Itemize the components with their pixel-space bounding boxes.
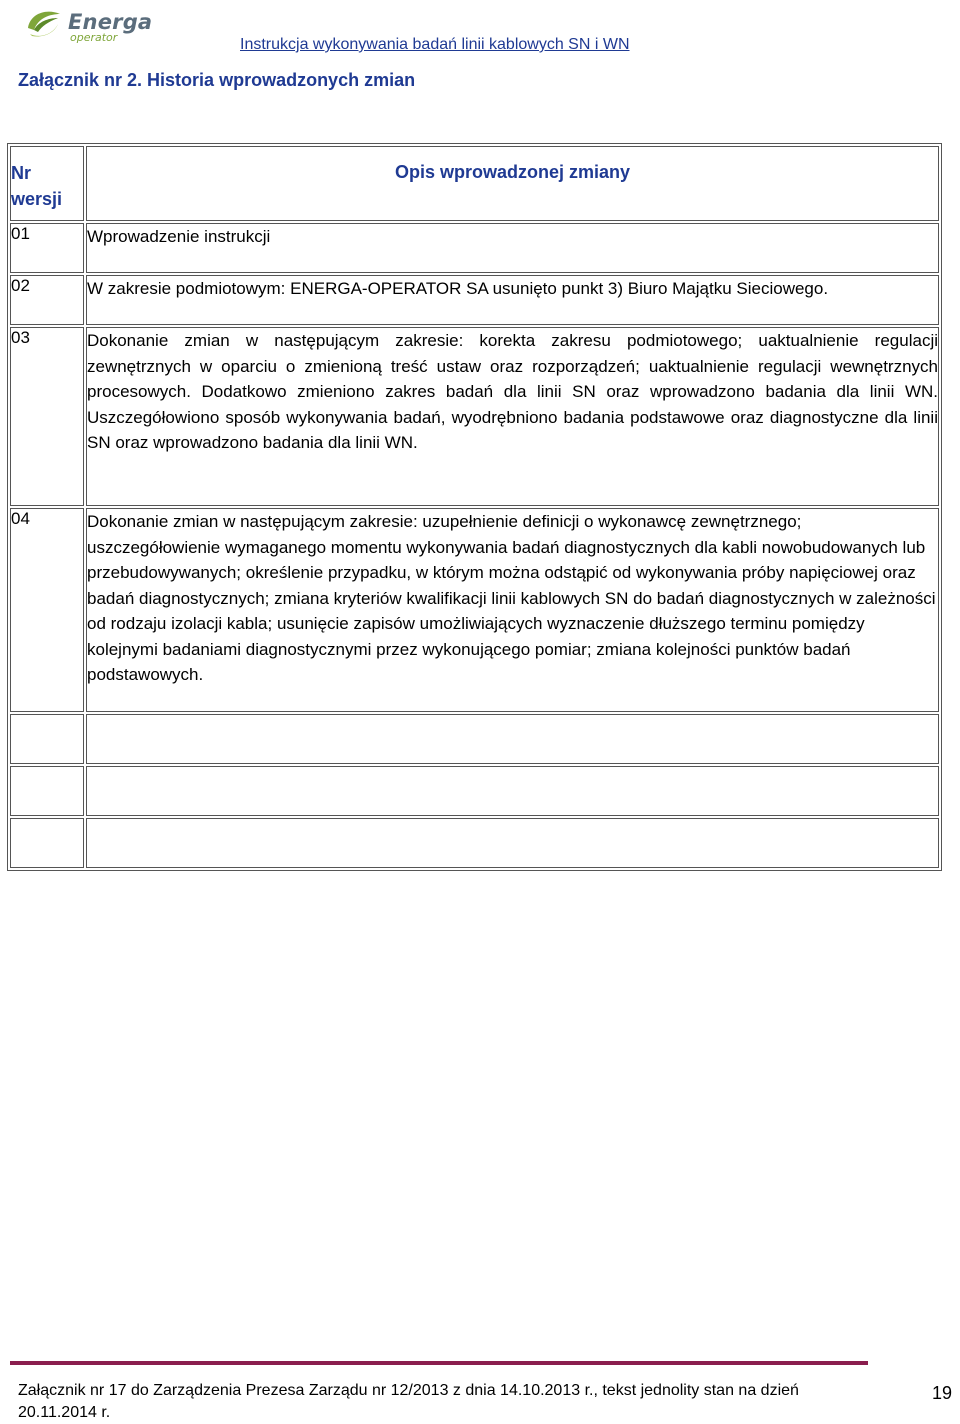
description-cell: Dokonanie zmian w następującym zakresie: korekta zakresu podmiotowego; uaktualnienie regulacji zewnętrznych w oparciu o zmienioną treść ustaw oraz rozporządzeń; uaktualnienie regulacji wewnętrznych procesowych. Dodatkowo zmieniono zakres badań dla linii SN oraz wprowadzono badania dla linii WN. Uszczegółowiono sposób wykonywania badań, wyodrębniono badania podstawowe oraz diagnostyczne dla linii SN oraz wprowadzono badania dla linii WN.	[86, 327, 939, 506]
document-title: Instrukcja wykonywania badań linii kablowych SN i WN	[240, 36, 630, 53]
version-cell: 03	[10, 327, 84, 506]
column-header-description: Opis wprowadzonej zmiany	[394, 162, 631, 182]
footer-divider	[10, 1361, 868, 1365]
empty-description-cell	[86, 714, 939, 764]
description-cell: W zakresie podmiotowym: ENERGA-OPERATOR SA usunięto punkt 3) Biuro Majątku Sieciowego.	[86, 275, 939, 325]
energa-operator-logo	[24, 6, 159, 46]
energa-leaf-icon	[24, 8, 64, 42]
empty-version-cell	[10, 714, 84, 764]
header-cell-description	[86, 146, 939, 221]
table-row	[10, 223, 939, 273]
table-row	[10, 275, 939, 325]
table-row	[10, 508, 939, 712]
logo-wordmark: Energa	[68, 10, 153, 34]
description-cell: Dokonanie zmian w następującym zakresie: uzupełnienie definicji o wykonawcę zewnętrznego; uszczegółowienie wymaganego momentu wykonywania badań diagnostycznych dla kabli nowobudowanych lub przebudowywanych; określenie przypadku, w którym można odstąpić od wykonywania próby napięciowej oraz badań diagnostycznych; zmiana kryteriów kwalifikacji linii kablowych SN do badań diagnostycznych w zależności od rodzaju izolacji kabla; usunięcie zapisów umożliwiających wyznaczenie dłuższego terminu pomiędzy kolejnymi badaniami diagnostycznymi przez wykonującego pomiar; zmiana kolejności punktów badań podstawowych.	[86, 508, 939, 712]
column-header-version: Nr wersji	[11, 163, 63, 209]
empty-description-cell	[86, 818, 939, 868]
description-cell: Wprowadzenie instrukcji	[86, 223, 939, 273]
annex-title: Załącznik nr 2. Historia wprowadzonych zmian	[18, 70, 416, 90]
table-row	[10, 327, 939, 506]
empty-description-cell	[86, 766, 939, 816]
empty-table-row	[10, 818, 939, 868]
table-header-row	[10, 146, 939, 221]
empty-version-cell	[10, 766, 84, 816]
footer-text: Załącznik nr 17 do Zarządzenia Prezesa Zarządu nr 12/2013 z dnia 14.10.2013 r., tekst jednolity stan na dzień 20.11.2014 r.	[18, 1382, 799, 1421]
empty-table-row	[10, 714, 939, 764]
header-cell-version	[10, 146, 84, 221]
logo-subtext: operator	[70, 31, 118, 44]
page-number: 19	[932, 1383, 953, 1403]
version-cell: 01	[10, 223, 84, 273]
version-cell: 02	[10, 275, 84, 325]
version-cell: 04	[10, 508, 84, 712]
empty-table-row	[10, 766, 939, 816]
empty-version-cell	[10, 818, 84, 868]
change-history-table	[7, 143, 942, 871]
